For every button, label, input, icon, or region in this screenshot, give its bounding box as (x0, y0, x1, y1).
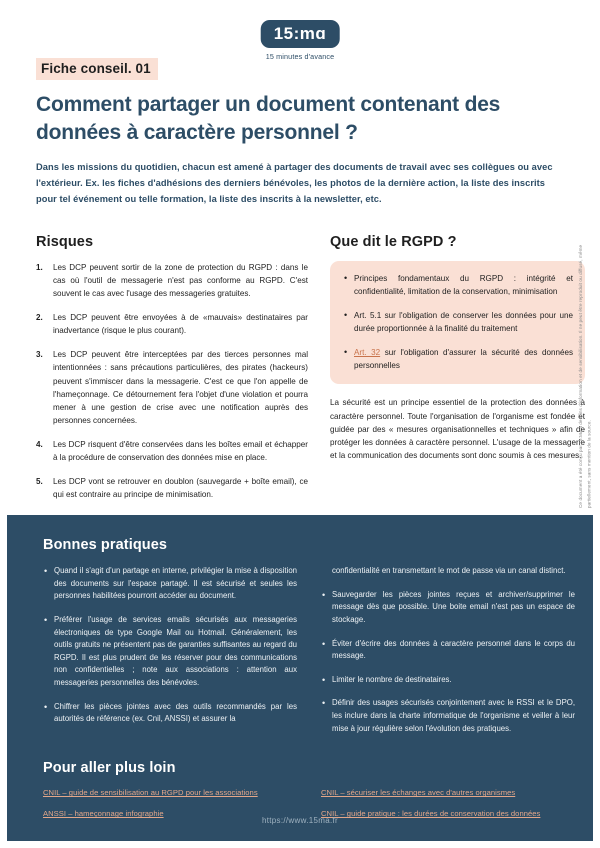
rgpd-bullet-text: Principes fondamentaux du RGPD : intégrité et confidentialité, limitation de la conservation, minimisation (354, 273, 573, 296)
rgpd-bullet-list (342, 272, 573, 373)
rgpd-bullet (342, 346, 573, 372)
good-practices-section (7, 515, 593, 841)
intro-paragraph: Dans les missions du quotidien, chacun est amené à partager des documents de travail avec ses collègues ou avec l'extérieur. Ex. les fiches d'adhésions des derniers bénévoles, les photos de la dernière action, la liste des inscrits pour tel événement ou telle formation, la liste des inscrits à la newsletter, etc. (36, 161, 553, 204)
risks-title: Risques (36, 233, 94, 250)
rgpd-bullet (342, 272, 573, 298)
resource-link[interactable]: CNIL – guide de sensibilisation au RGPD pour les associations (43, 788, 258, 798)
good-practice-item: • Définir des usages sécurisés conjointement avec le RSSI et le DPO, les inclure dans la charte informatique de l'organisme et veiller à leur mise à jour régulière selon l'évolution des pratiques. (321, 697, 575, 735)
risk-item: Les DCP peuvent être interceptées par des tierces personnes mal intentionnées : sans précautions particulières, des pirates (hackeurs) peuvent s'immiscer dans la messagerie. C'est ce que l'on appelle de l'hameçonnage. Ce détournement fera l'objet d'une violation et pourra mener à une gestion de crise avec une notification auprès des personnes concernées. (53, 350, 308, 425)
risks-column (36, 234, 308, 513)
good-practices-left-list (43, 565, 297, 726)
page-title: Comment partager un document contenant des données à caractère personnel ? (36, 93, 501, 144)
good-practice-item: • Préférer l'usage de services emails sécurisés aux messageries électroniques de type Google Mail ou Hotmail. Généralement, les outils gratuits ne présentent pas de garanties suffisantes au regard du RGPD. Il est plus prudent de les réserver pour des communications non confidentielles ; note aux associations : attention aux messageries personnelles des bénévoles. (43, 614, 297, 690)
further-reading-title: Pour aller plus loin (43, 760, 176, 777)
risk-item: Les DCP peuvent être envoyées à de «mauvais» destinataires par inadvertance (risque le plus courant). (53, 313, 308, 336)
legal-notice-vertical (577, 228, 597, 508)
page-content (0, 52, 600, 512)
rgpd-column (330, 234, 585, 513)
good-practices-right-list (321, 565, 575, 735)
rgpd-highlight-box (330, 261, 585, 385)
logo-badge-text: 15:mɑ (261, 20, 340, 48)
rgpd-title: Que dit le RGPD ? (330, 233, 457, 250)
good-practices-title: Bonnes pratiques (43, 537, 168, 553)
good-practices-columns (43, 565, 575, 746)
rgpd-paragraph: La sécurité est un principe essentiel de la protection des données à caractère personnel. Toute l'organisation de l'organisme est fondée et guidée par des « mesures organisationnelles et techniques » afin de protéger les données à caractère personnel. L'usage de la messagerie et la communication des documents sont donc soumis à ces mesures. (330, 398, 585, 460)
good-practice-item: • Sauvegarder les pièces jointes reçues et archiver/supprimer le message dès que possible. Une boite email n'est pas un espace de stockage. (321, 589, 575, 627)
good-practice-item: • Éviter d'écrire des données à caractère personnel dans le corps du message. (321, 638, 575, 663)
article-32-link[interactable]: Art. 32 (354, 348, 381, 358)
good-practice-continuation: confidentialité en transmettant le mot de passe via un canal distinct. (332, 566, 566, 575)
risk-item: Les DCP peuvent sortir de la zone de protection du RGPD : dans le cas où l'outil de messagerie n'est pas conforme au RGPD. C'est souvent le cas avec l'usage des messageries gratuites. (53, 262, 308, 299)
good-practices-right-column (321, 565, 575, 746)
legal-notice-text: Ce document a été conçu par 15:MA à des fins d'information et de sensibilisation. Il ne peut être reproduit ou diffusé, même partiellement, sans mention de la source. (578, 244, 592, 508)
rgpd-bullet-text: Art. 5.1 sur l'obligation de conserver les données pour une durée proportionnée à la finalité du traitement (354, 311, 573, 334)
resource-link[interactable]: CNIL – guide pratique : les durées de conservation des données (321, 809, 541, 819)
good-practice-item: • Limiter le nombre de destinataires. (321, 674, 575, 687)
resource-link[interactable]: CNIL – sécuriser les échanges avec d'autres organismes (321, 788, 516, 798)
logo-tagline: 15 minutes d'avance (265, 52, 335, 61)
page-header (0, 0, 600, 61)
rgpd-bullet (342, 309, 573, 335)
good-practice-item: • Quand il s'agit d'un partage en interne, privilégier la mise à disposition des documents sur l'espace partagé. Il est sécurisé et seules les personnes habilitées pourront accéder au document. (43, 565, 297, 603)
fiche-number-badge: Fiche conseil. 01 (36, 58, 158, 80)
good-practices-left-column (43, 565, 297, 746)
resource-link[interactable]: ANSSI – hameçonnage infographie (43, 809, 164, 819)
rgpd-bullet-text: sur l'obligation d'assurer la sécurité des données personnelles (354, 348, 574, 371)
risks-list (36, 261, 308, 502)
risk-item: Les DCP risquent d'être conservées dans les boîtes email et échapper à la procédure de conservation des données mise en place. (53, 440, 308, 463)
footer-website-url[interactable]: https://www.15ma.fr (262, 816, 338, 825)
brand-logo (261, 20, 340, 61)
risk-item: Les DCP vont se retrouver en doublon (sauvegarde + boîte email), ce qui est contraire au principe de minimisation. (53, 477, 308, 500)
good-practice-item: • Chiffrer les pièces jointes avec des outils recommandés par les autorités de référence (ex. Cnil, ANSSI) et assurer la (43, 701, 297, 726)
